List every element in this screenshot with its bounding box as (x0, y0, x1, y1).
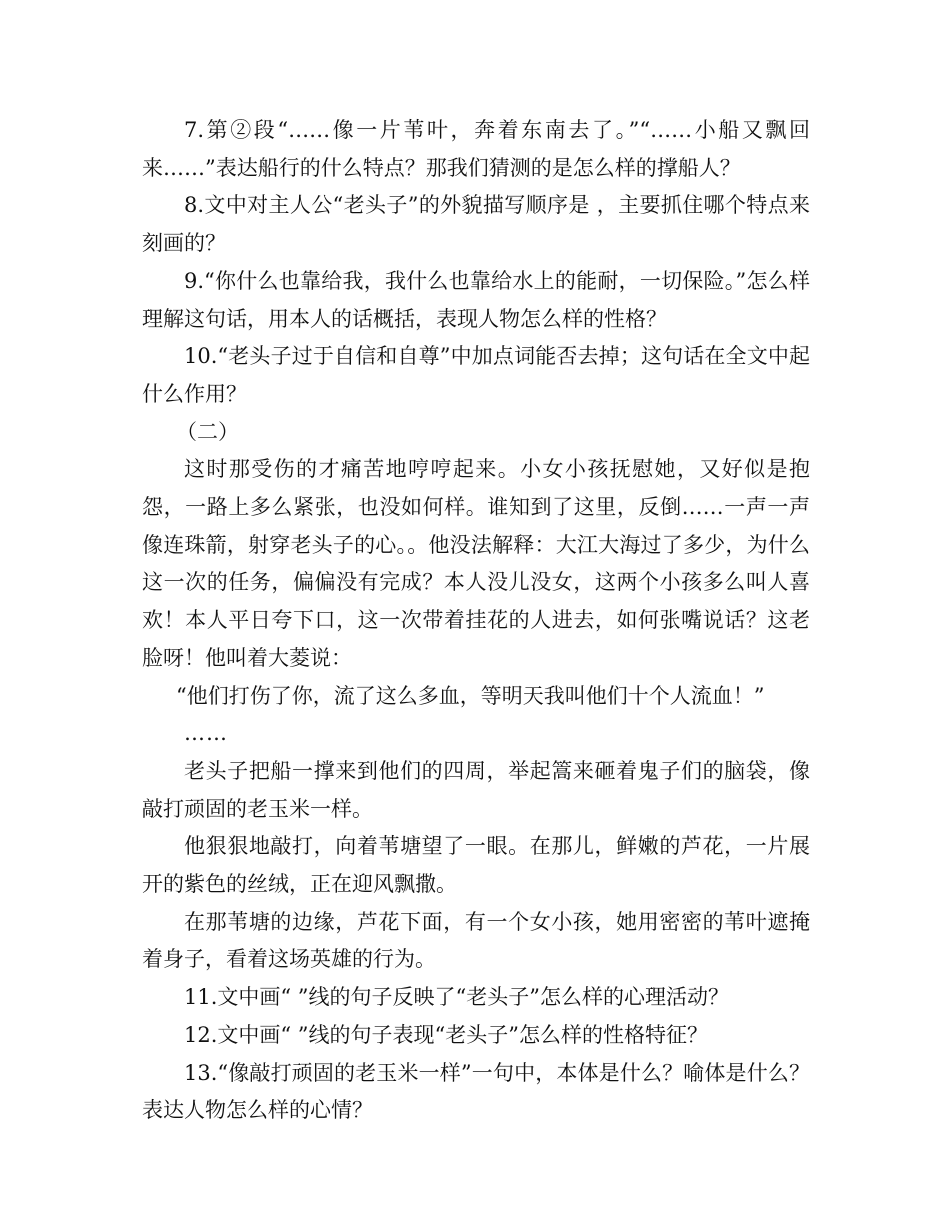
question-13: 13.“像敲打顽固的老玉米一样”一句中，本体是什么？喻体是什么？表达人物怎么样的心情？ (142, 1060, 810, 1123)
ellipsis-line: …… (184, 721, 228, 746)
section-title: （二） (176, 419, 239, 444)
passage-quote: “他们打伤了你，流了这么多血，等明天我叫他们十个人流血！” (176, 683, 765, 708)
question-10: 10.“老头子过于自信和自尊”中加点词能否去掉；这句话在全文中起什么作用？ (142, 344, 810, 406)
passage-paragraph-4: 在那苇塘的边缘，芦花下面，有一个女小孩，她用密密的苇叶遮掩着身子，看着这场英雄的行为。 (142, 909, 810, 972)
question-9: 9.“你什么也靠给我，我什么也靠给水上的能耐，一切保险。”怎么样理解这句话，用本人的话概括，表现人物怎么样的性格？ (142, 268, 810, 331)
document-page (142, 112, 810, 1130)
question-11: 11.文中画“ ”线的句子反映了“老头子”怎么样的心理活动？ (184, 985, 730, 1010)
passage-paragraph-2: 老头子把船一撑来到他们的四周，举起篙来砸着鬼子们的脑袋，像敲打顽固的老玉米一样。 (142, 758, 810, 821)
passage-paragraph-3: 他狠狠地敲打，向着苇塘望了一眼。在那儿，鲜嫩的芦花，一片展开的紫色的丝绒，正在迎风飘撒。 (142, 834, 810, 897)
question-7: 7.第②段“……像一片苇叶，奔着东南去了。”“……小船又飘回来……”表达船行的什么特点？那我们猜测的是怎么样的撑船人？ (142, 118, 810, 180)
question-12: 12.文中画“ ”线的句子表现“老头子”怎么样的性格特征？ (184, 1022, 709, 1047)
passage-paragraph-1: 这时那受伤的才痛苦地哼哼起来。小女小孩抚慰她，又好似是抱怨，一路上多么紧张，也没如何样。谁知到了这里，反倒……一声一声像连珠箭，射穿老头子的心。。他没法解释：大江大海过了多少，为什么这一次的任务，偏偏没有完成？本人没儿没女，这两个小孩多么叫人喜欢！本人平日夸下口，这一次带着挂花的人进去，如何张嘴说话？这老脸呀！他叫着大菱说： (142, 457, 810, 670)
question-8: 8.文中对主人公“老头子”的外貌描写顺序是 ，主要抓住哪个特点来刻画的？ (142, 193, 810, 256)
